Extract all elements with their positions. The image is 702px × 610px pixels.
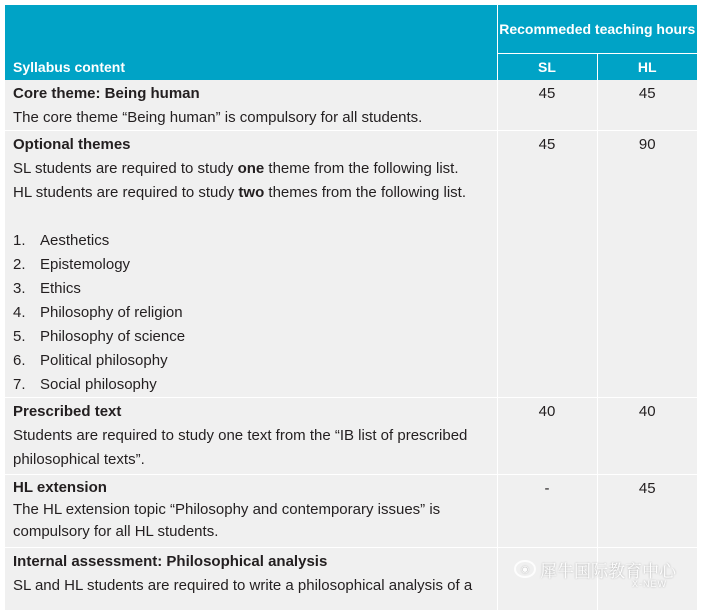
row-title: Prescribed text <box>13 400 489 424</box>
row-content <box>5 131 497 398</box>
watermark-subtext: X-NEW <box>632 579 667 589</box>
list-number: 3. <box>13 277 40 301</box>
list-item <box>13 373 489 397</box>
emphasis: one <box>238 160 265 177</box>
list-item <box>13 325 489 349</box>
table-row-optional-themes <box>5 131 697 398</box>
row-content <box>5 398 497 475</box>
row-description: SL and HL students are required to write a philosophical analysis of a <box>13 574 489 598</box>
list-number: 7. <box>13 373 40 397</box>
text-segment: themes from the following list. <box>264 184 466 201</box>
recommended-hours-header: Recommeded teaching hours <box>497 5 697 54</box>
list-label: Ethics <box>40 277 81 301</box>
list-item <box>13 229 489 253</box>
sl-hours: 45 <box>497 80 597 131</box>
list-label: Philosophy of religion <box>40 301 183 325</box>
syllabus-table <box>5 5 697 610</box>
syllabus-content-header: Syllabus content <box>5 5 497 80</box>
row-title: Optional themes <box>13 133 489 157</box>
list-label: Social philosophy <box>40 373 157 397</box>
row-title: Internal assessment: Philosophical analysis <box>13 550 489 574</box>
list-number: 5. <box>13 325 40 349</box>
list-item <box>13 349 489 373</box>
row-content <box>5 475 497 548</box>
hl-hours: 45 <box>597 80 697 131</box>
row-title: Core theme: Being human <box>13 82 489 106</box>
watermark-text: 犀牛国际教育中心 <box>540 557 676 582</box>
list-label: Aesthetics <box>40 229 109 253</box>
list-number: 1. <box>13 229 40 253</box>
table-row-prescribed-text <box>5 398 697 475</box>
themes-list <box>13 229 489 397</box>
row-description-sl <box>13 157 489 181</box>
hl-hours: 40 <box>597 398 697 475</box>
table-row-hl-extension <box>5 475 697 548</box>
row-description: The HL extension topic “Philosophy and contemporary issues” is compulsory for all HL students. <box>13 499 489 543</box>
hl-hours: 90 <box>597 131 697 398</box>
hl-hours: 45 <box>597 475 697 548</box>
sl-header: SL <box>497 54 597 81</box>
hl-header: HL <box>597 54 697 81</box>
list-number: 6. <box>13 349 40 373</box>
text-segment: theme from the following list. <box>264 160 458 177</box>
list-label: Epistemology <box>40 253 130 277</box>
text-segment: HL students are required to study <box>13 184 238 201</box>
sl-hours: - <box>497 475 597 548</box>
row-description-hl <box>13 181 489 205</box>
row-content <box>5 80 497 131</box>
watermark <box>514 557 676 581</box>
row-description: The core theme “Being human” is compulsory for all students. <box>13 106 489 130</box>
list-number: 4. <box>13 301 40 325</box>
list-number: 2. <box>13 253 40 277</box>
list-item <box>13 277 489 301</box>
sl-hours: 40 <box>497 398 597 475</box>
list-label: Philosophy of science <box>40 325 185 349</box>
list-label: Political philosophy <box>40 349 168 373</box>
list-item <box>13 253 489 277</box>
row-title: HL extension <box>13 477 489 499</box>
text-segment: SL students are required to study <box>13 160 238 177</box>
emphasis: two <box>238 184 264 201</box>
list-item <box>13 301 489 325</box>
wechat-icon: ◉ <box>514 560 536 578</box>
sl-hours: 45 <box>497 131 597 398</box>
table-row-core-theme <box>5 80 697 131</box>
row-description: Students are required to study one text from the “IB list of prescribed philosophical texts”. <box>13 424 489 472</box>
